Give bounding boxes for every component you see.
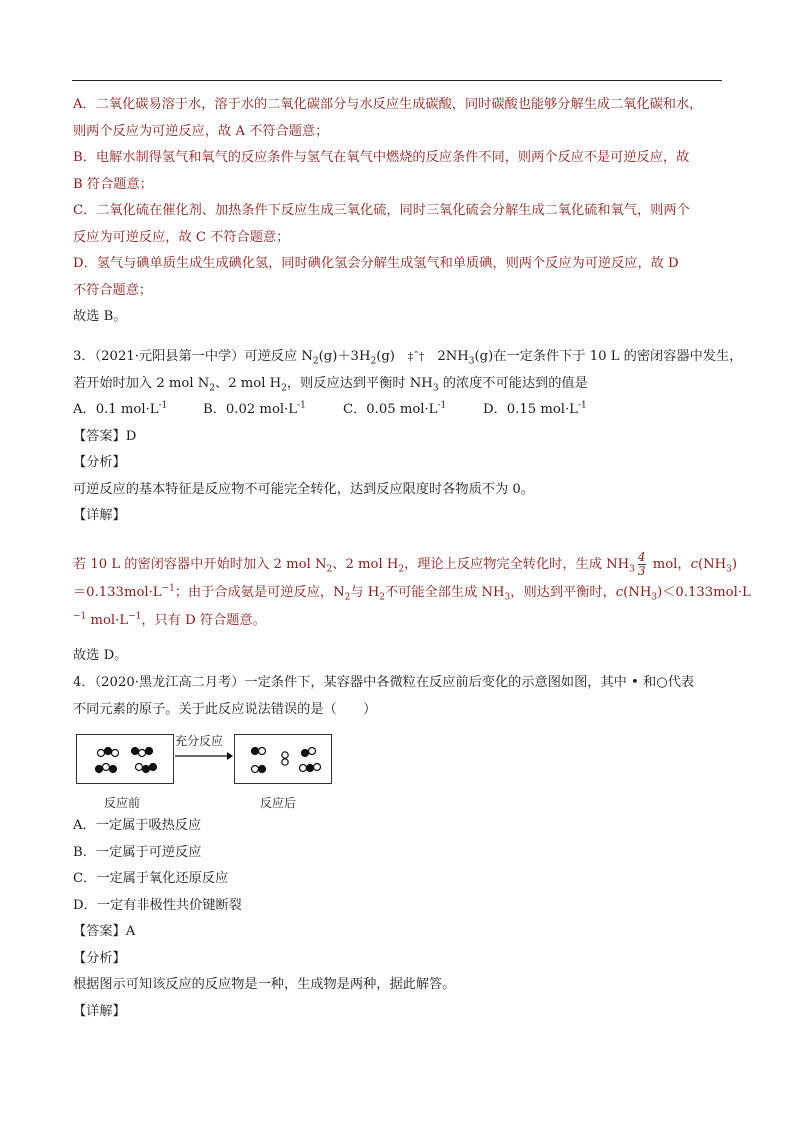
q3-choose: 故选 D。 [73,648,128,663]
q2-option-b-line2: B 符合题意； [73,176,153,192]
q3-options [73,397,733,424]
q4-option-d: D．一定有非极性共价键断裂 [73,897,242,913]
q3-detail-line2: $=0.133mol\cdot L^{-1}$；由于合成氨是可逆反应，$N_2$与 $H_2$不可能全部生成 $NH_3$，则达到平衡时，$c(NH_3)<0.133mol\cdot L$ [73,583,751,603]
equilibrium-arrow-icon: ‡ˆ† [407,350,425,363]
q2-option-a-line1: A．二氧化碳易溶于水，溶于水的二氧化碳部分与水反应生成碳酸，同时碳酸也能够分解生成二氧化碳和水， [73,97,703,112]
q4-option-a: A．一定属于吸热反应 [73,818,202,833]
q2-option-b-line1: B．电解水制得氢气和氧气的反应条件与氢气在氧气中燃烧的反应条件不同，则两个反应不是可逆反应，故 [73,150,690,165]
q3-detail-line1: 若 10 L 的密闭容器中开始时加入 2 mol $N_2$、2 mol $H_2$，理论上反应物完全转化时，生成 $NH_3$ $\frac{4}{3}$ mol，$c(NH_3)$ [73,550,738,578]
q3-stem [73,344,743,530]
after-molecules-icon [235,735,331,783]
q3-detail-line3: $^{-1}$ $mol\cdot L^{-1}$，只有 D 符合题意。 [73,611,266,628]
q4-analysis-label: 【分析】 [73,950,126,966]
q4-detail-label: 【详解】 [73,1003,126,1019]
q3-detail [73,550,751,635]
after-box [234,734,332,784]
q3-stem-line1: 3．（2021·元阳县第一中学）可逆反应 $N_2(g)+3H_2(g)$ ‡ˆ† $2NH_3(g)$在一定条件下于 10 L 的密闭容器中发生， [73,344,733,371]
q4-stem [73,670,733,723]
header-rule [72,80,722,81]
fraction-four-thirds: $\frac{4}{3}$ [637,550,646,578]
before-box [76,734,174,784]
q3-option-a: A．0.1 $mol\cdot L^{-1}$ [73,400,168,417]
q4-stem-line1: 4．（2020·黑龙江高二月考）一定条件下，某容器中各微粒在反应前后变化的示意图如图，其中 • 和○代表 [73,675,695,690]
q2-explanation [73,92,733,304]
q2-choose: 故选 B。 [73,309,127,324]
q2-option-d-line1: D．氢气与碘单质生成生成碘化氢，同时碘化氢会分解生成氢气和单质碘，则两个反应为可逆反应，故 D [73,256,679,271]
reaction-diagram [76,734,336,814]
q3-answer: 【答案】D [73,428,137,444]
before-molecules-icon [77,735,173,783]
q4-analysis-text: 根据图示可知该反应的反应物是一种，生成物是两种，据此解答。 [73,977,456,992]
q2-option-c-line1: C．二氧化硫在催化剂、加热条件下反应生成三氧化硫，同时三氧化硫会分解生成二氧化硫和氧气，则两个 [73,203,690,218]
q3-stem-line2: 若开始时加入 2 mol $N_2$、2 mol $H_2$，则反应达到平衡时 $NH_3$ 的浓度不可能达到的值是 [73,375,588,394]
q3-option-b: B．0.02 $mol\cdot L^{-1}$ [203,400,306,417]
q2-option-a-line2: 则两个反应为可逆反应，故 A 不符合题意； [73,123,329,139]
q3-detail-label: 【详解】 [73,508,126,523]
reaction-arrow-icon [173,750,233,762]
q4-option-c: C．一定属于氧化还原反应 [73,871,229,886]
q3-option-c: C．0.05 $mol\cdot L^{-1}$ [343,400,447,417]
q3-analysis-label: 【分析】 [73,455,126,470]
q4-option-b: B．一定属于可逆反应 [73,844,202,860]
q3-option-d: D．0.15 $mol\cdot L^{-1}$ [483,400,587,417]
before-caption: 反应前 [104,796,141,810]
q4-stem-line2: 不同元素的原子。关于此反应说法错误的是（ ） [73,701,377,717]
q4-answer: 【答案】A [73,924,136,939]
arrow-label: 充分反应 [175,734,224,748]
q3-analysis-text: 可逆反应的基本特征是反应物不可能完全转化，达到反应限度时各物质不为 0。 [73,481,534,497]
q2-option-d-line2: 不符合题意； [73,282,153,298]
q4-body [73,813,733,1025]
q2-option-c-line2: 反应为可逆反应，故 C 不符合题意； [73,229,290,245]
after-caption: 反应后 [260,796,297,810]
